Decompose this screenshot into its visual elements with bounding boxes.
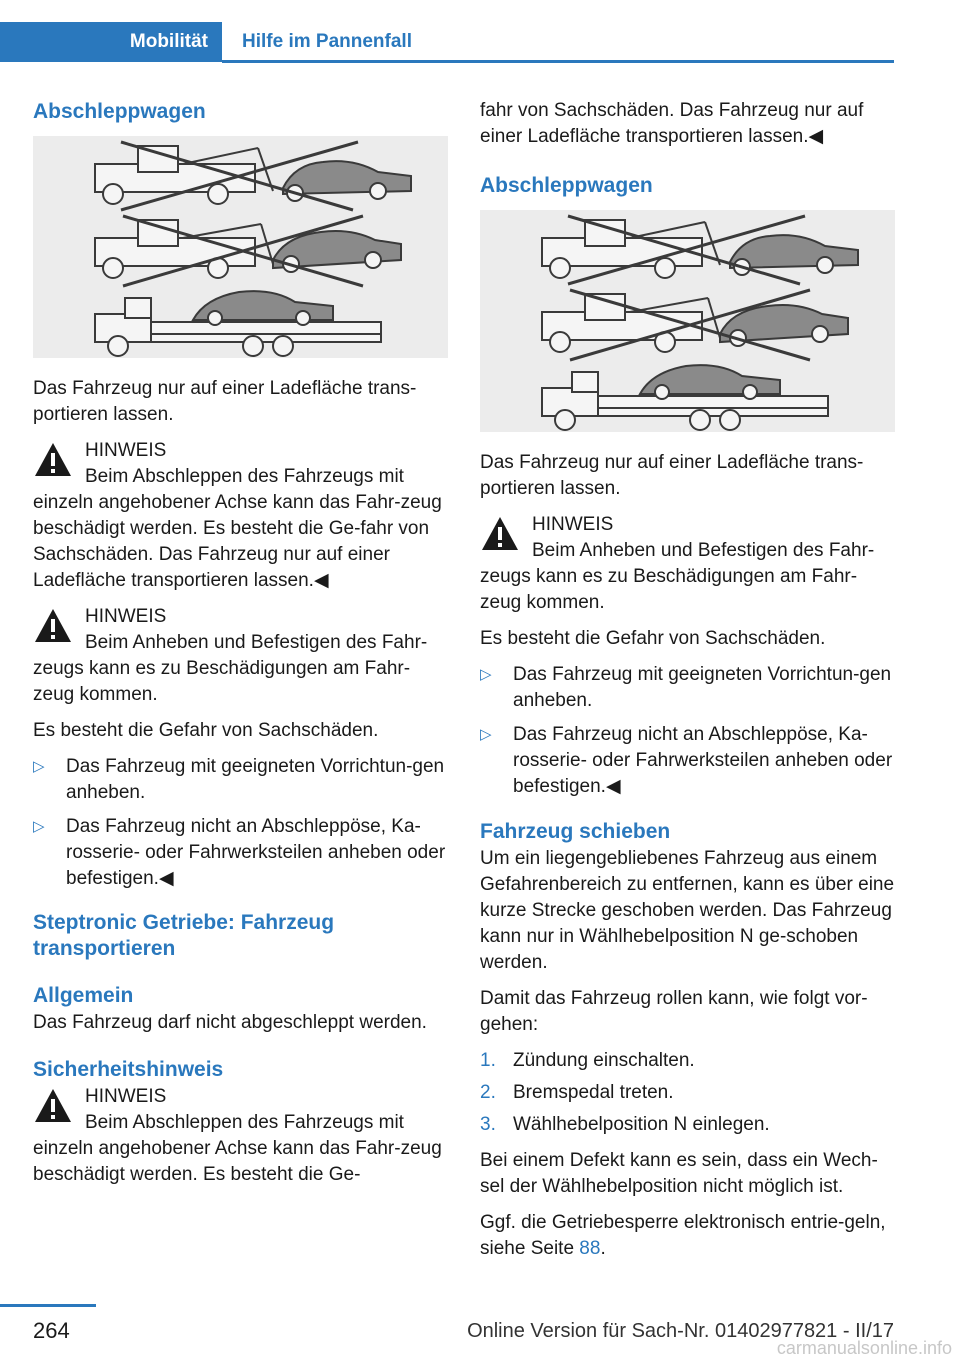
- warning-label: HINWEIS: [85, 606, 167, 627]
- bullet-list: [480, 662, 896, 800]
- triangle-right-icon: ▷: [480, 666, 492, 683]
- figure-caption: Das Fahrzeug nur auf einer Ladefläche trans-portieren lassen.: [33, 378, 417, 425]
- warning-triangle-icon: [33, 1086, 73, 1126]
- heading-abschleppwagen: Abschleppwagen: [33, 100, 206, 123]
- list-item-text: Das Fahrzeug mit geeigneten Vorrichtun-gen anheben.: [66, 756, 445, 803]
- warning-text: Beim Anheben und Befestigen des Fahr-zeugs kann es zu Beschädigungen am Fahr-zeug kommen.: [33, 632, 428, 705]
- unlock-text: [480, 1210, 896, 1262]
- triangle-right-icon: ▷: [33, 818, 45, 835]
- defect-text: Bei einem Defekt kann es sein, dass ein Wech-sel der Wählhebelposition nicht möglich ist.: [480, 1150, 878, 1197]
- continued-text: fahr von Sachschäden. Das Fahrzeug nur auf einer Ladefläche transportieren lassen.◀: [480, 100, 864, 147]
- page-number: 264: [33, 1318, 70, 1343]
- warning-label: HINWEIS: [532, 514, 614, 535]
- warning-label: HINWEIS: [85, 440, 167, 461]
- list-item: [480, 1112, 896, 1138]
- step-number: 2.: [480, 1082, 496, 1103]
- bullet-list: [33, 754, 449, 892]
- watermark: carmanualsonline.info: [776, 1338, 952, 1358]
- page-header: [0, 0, 960, 64]
- step-number: 1.: [480, 1050, 496, 1071]
- warning-text: Beim Anheben und Befestigen des Fahr-zeugs kann es zu Beschädigungen am Fahr-zeug kommen.: [480, 540, 875, 613]
- warning-triangle-icon: [480, 514, 520, 554]
- tow-truck-illustration: [480, 210, 895, 432]
- list-item-text: Das Fahrzeug mit geeigneten Vorrichtun-gen anheben.: [513, 664, 892, 711]
- list-item: [480, 722, 896, 800]
- list-item: [33, 814, 449, 892]
- tow-truck-image: [480, 210, 895, 432]
- heading-steptronic: Steptronic Getriebe: Fahrzeug transportieren: [33, 911, 335, 960]
- warning-text: Beim Abschleppen des Fahrzeugs mit einzeln angehobener Achse kann das Fahr-zeug beschädigt werden. Es besteht die Ge-: [33, 1112, 442, 1185]
- unlock-text-post: .: [600, 1238, 606, 1259]
- left-column: [33, 98, 449, 1198]
- list-item: [480, 1080, 896, 1106]
- heading-sicherheitshinweis: Sicherheitshinweis: [33, 1058, 224, 1081]
- unlock-text-pre: Ggf. die Getriebesperre elektronisch entrie-geln, siehe Seite: [480, 1212, 886, 1259]
- step-text: Zündung einschalten.: [513, 1050, 695, 1071]
- warning-block: [33, 1084, 449, 1188]
- footer-divider: [0, 1304, 96, 1307]
- step-list: [480, 1048, 896, 1138]
- warning-triangle-icon: [33, 606, 73, 646]
- tow-truck-illustration: [33, 136, 448, 358]
- list-item: [33, 754, 449, 806]
- tab-hilfe-im-pannenfall[interactable]: Hilfe im Pannenfall: [222, 22, 894, 62]
- step-text: Bremspedal treten.: [513, 1082, 674, 1103]
- heading-allgemein: Allgemein: [33, 984, 134, 1007]
- warning-block: [33, 438, 449, 594]
- warning-block: [33, 604, 449, 708]
- danger-text: Es besteht die Gefahr von Sachschäden.: [480, 628, 826, 649]
- list-item: [480, 1048, 896, 1074]
- push-text: Um ein liegengebliebenes Fahrzeug aus einem Gefahrenbereich zu entfernen, kann es über eine kurze Strecke geschoben werden. Das Fahrzeug kann nur in Wählhebelposition N ge-schoben werden.: [480, 848, 895, 973]
- header-divider: [222, 60, 894, 63]
- warning-triangle-icon: [33, 440, 73, 480]
- warning-label: HINWEIS: [85, 1086, 167, 1107]
- page-reference-link[interactable]: 88: [579, 1238, 601, 1259]
- tab-mobilitaet[interactable]: Mobilität: [0, 22, 222, 62]
- list-item-text: Das Fahrzeug nicht an Abschleppöse, Ka-rosserie- oder Fahrwerksteilen anheben oder befestigen.◀: [513, 724, 893, 797]
- heading-fahrzeug-schieben: Fahrzeug schieben: [480, 820, 671, 843]
- step-text: Wählhebelposition N einlegen.: [513, 1114, 770, 1135]
- warning-text: Beim Abschleppen des Fahrzeugs mit einzeln angehobener Achse kann das Fahr-zeug beschädigt werden. Es besteht die Ge-fahr von Sachschäden. Das Fahrzeug nur auf einer Ladefläche transportieren lassen.◀: [33, 466, 442, 591]
- step-number: 3.: [480, 1114, 496, 1135]
- warning-block: [480, 512, 896, 616]
- triangle-right-icon: ▷: [480, 726, 492, 743]
- triangle-right-icon: ▷: [33, 758, 45, 775]
- right-column: [480, 98, 896, 1272]
- list-item: [480, 662, 896, 714]
- roll-text: Damit das Fahrzeug rollen kann, wie folgt vor-gehen:: [480, 988, 868, 1035]
- figure-caption: Das Fahrzeug nur auf einer Ladefläche trans-portieren lassen.: [480, 452, 864, 499]
- list-item-text: Das Fahrzeug nicht an Abschleppöse, Ka-rosserie- oder Fahrwerksteilen anheben oder befestigen.◀: [66, 816, 446, 889]
- allgemein-text: Das Fahrzeug darf nicht abgeschleppt werden.: [33, 1012, 427, 1033]
- online-version-text: Online Version für Sach-Nr. 01402977821 - II/17: [467, 1320, 894, 1342]
- tow-truck-image: [33, 136, 448, 358]
- danger-text: Es besteht die Gefahr von Sachschäden.: [33, 720, 379, 741]
- heading-abschleppwagen: Abschleppwagen: [480, 174, 653, 197]
